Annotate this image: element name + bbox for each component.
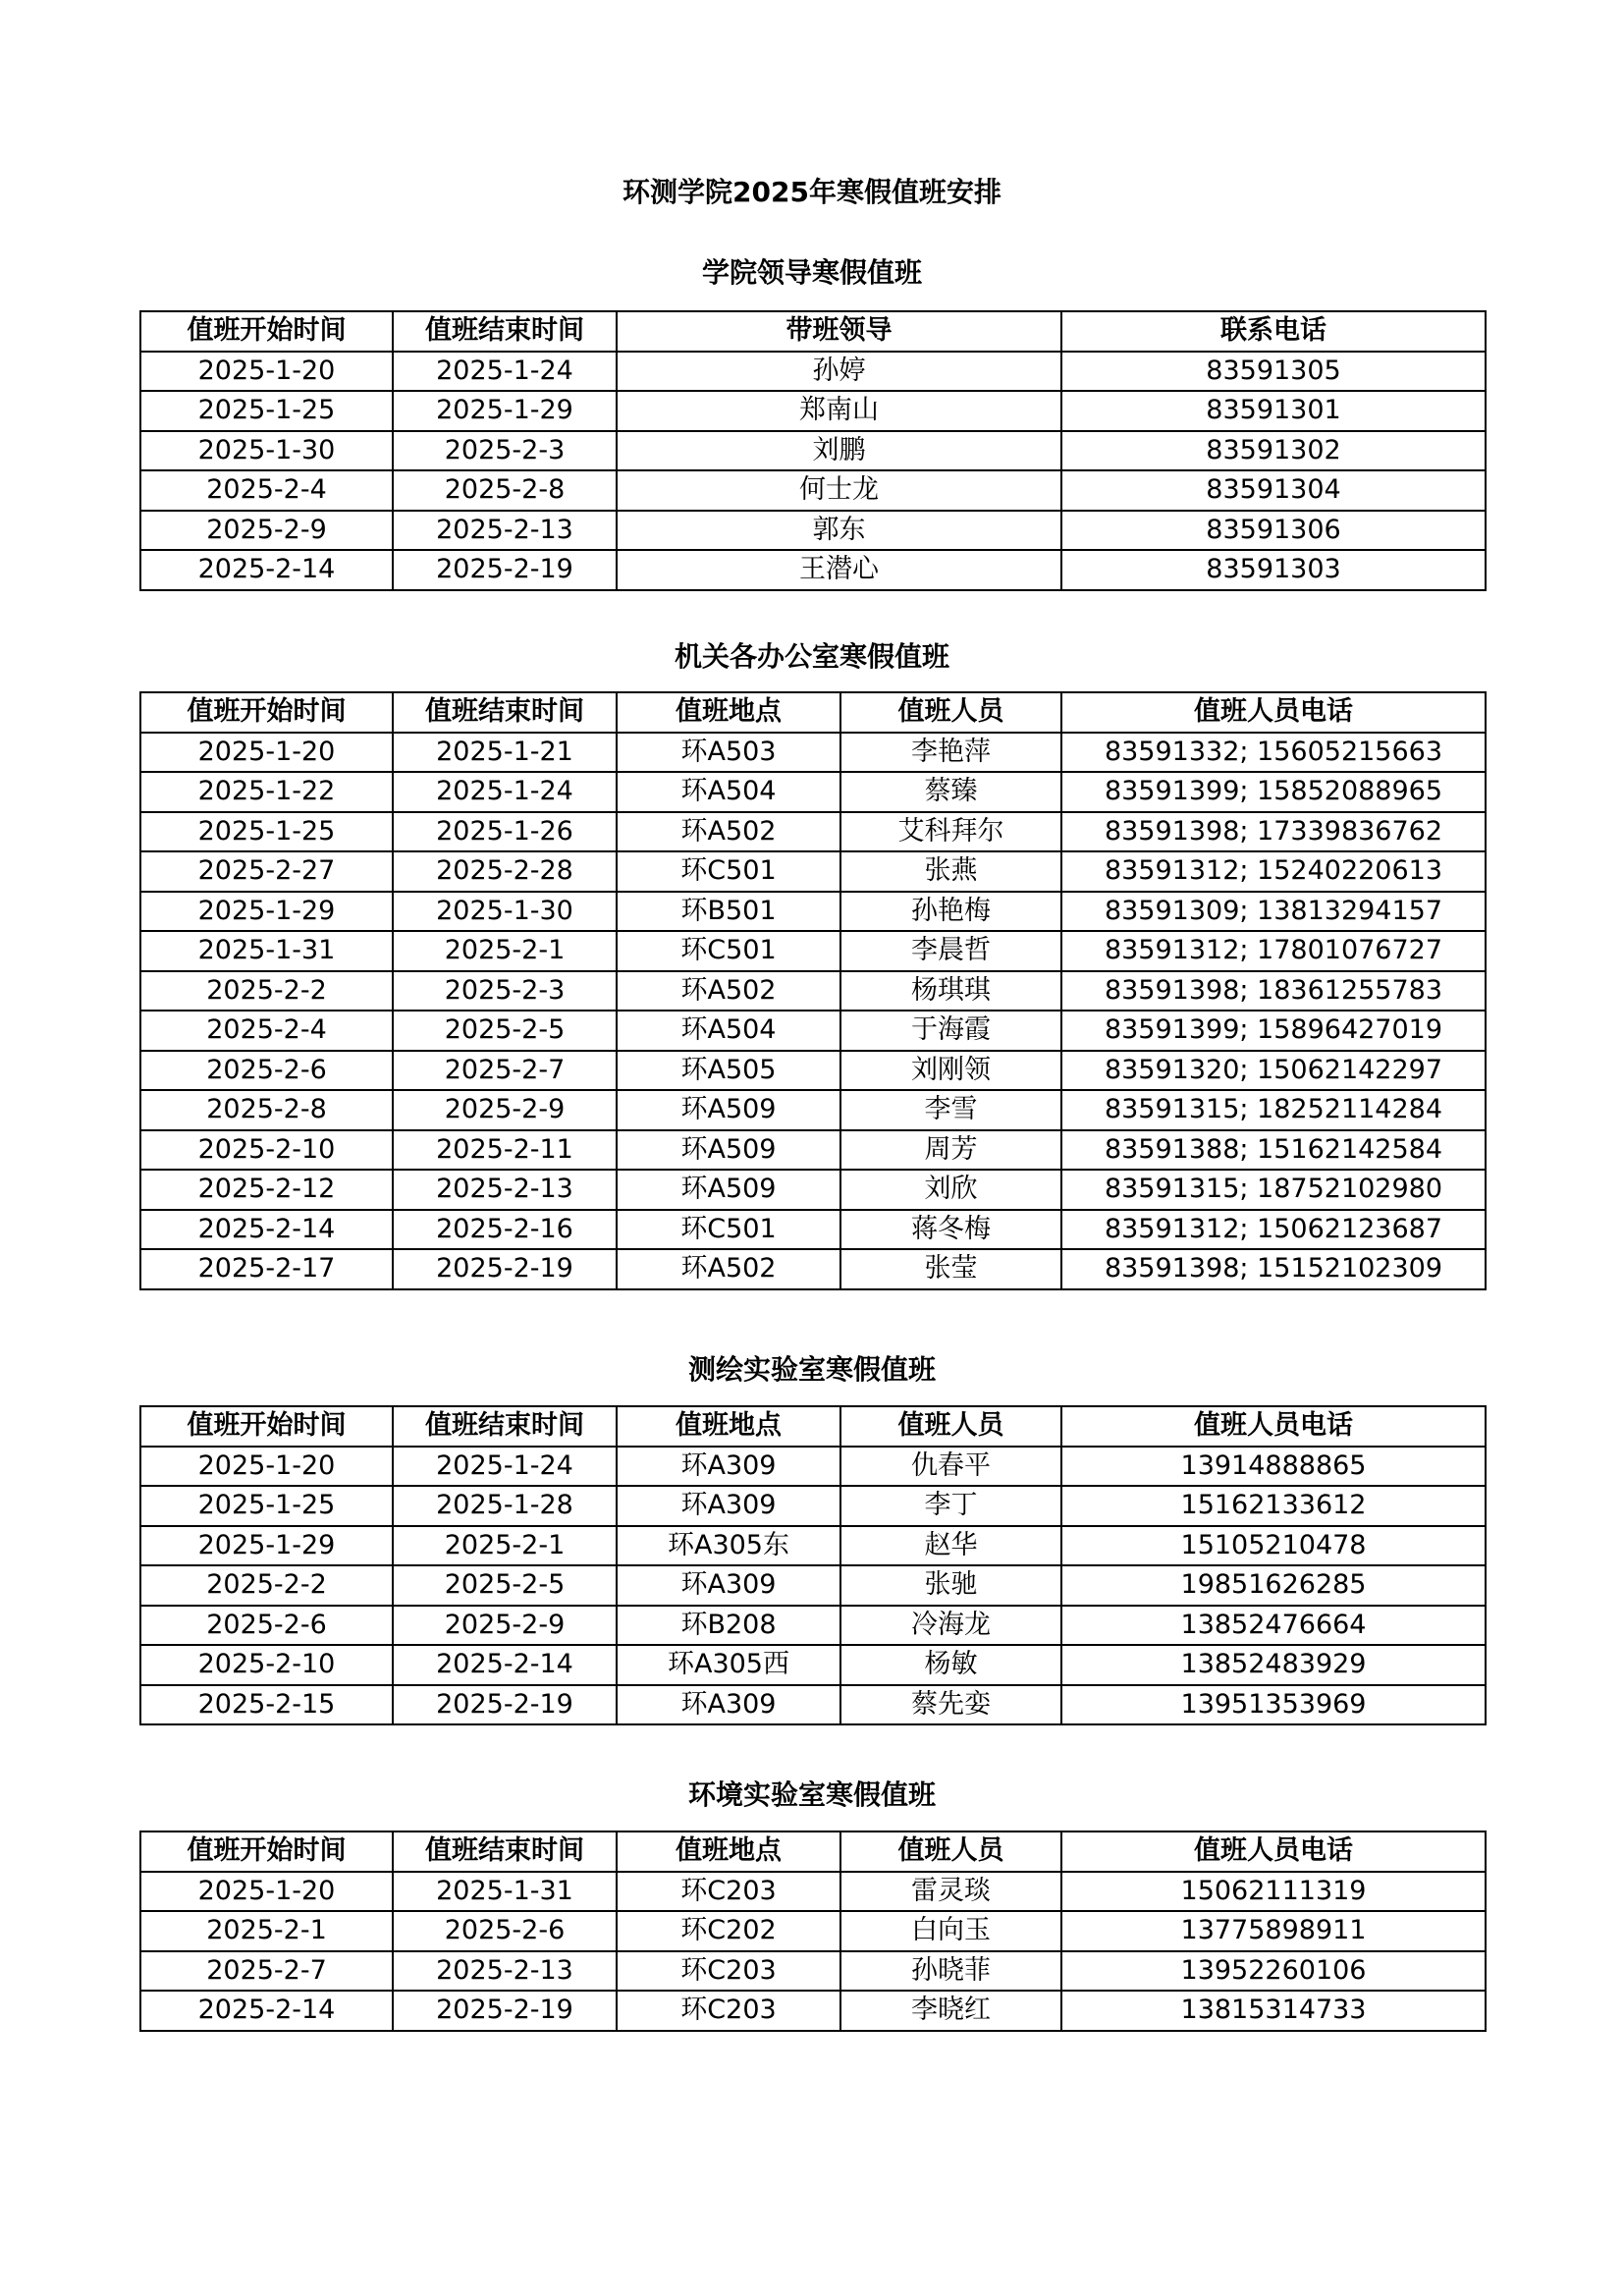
header-cell: 值班开始时间 [140, 1406, 393, 1447]
header-cell: 值班人员 [840, 1406, 1061, 1447]
table-row [140, 1486, 1486, 1526]
table-row [140, 1210, 1486, 1250]
table-cell: 郭东 [617, 511, 1061, 551]
table-cell: 2025-1-22 [140, 772, 393, 812]
table-row [140, 511, 1486, 551]
table-cell: 2025-2-8 [393, 470, 617, 511]
table-row [140, 1685, 1486, 1725]
table-row [140, 812, 1486, 852]
table-body [140, 352, 1486, 590]
table-cell: 2025-1-24 [393, 772, 617, 812]
table-cell: 环A503 [617, 733, 840, 773]
table-cell: 2025-2-3 [393, 431, 617, 471]
header-cell: 值班人员 [840, 1831, 1061, 1872]
table-body [140, 1447, 1486, 1725]
table-cell: 83591315; 18752102980 [1061, 1170, 1486, 1210]
section-title-survey-lab: 测绘实验室寒假值班 [687, 1353, 936, 1386]
table-cell: 雷灵琰 [840, 1872, 1061, 1912]
table-cell: 2025-2-10 [140, 1645, 393, 1685]
table-header-row [140, 692, 1486, 733]
table-cell: 83591315; 18252114284 [1061, 1090, 1486, 1130]
table-cell: 环B208 [617, 1606, 840, 1646]
table-cell: 2025-2-9 [393, 1090, 617, 1130]
table-cell: 2025-1-25 [140, 1486, 393, 1526]
table-cell: 李晓红 [840, 1991, 1061, 2031]
table-cell: 环A504 [617, 1011, 840, 1051]
table-cell: 2025-2-19 [393, 1685, 617, 1725]
table-cell: 蔡先娈 [840, 1685, 1061, 1725]
table-cell: 83591312; 15062123687 [1061, 1210, 1486, 1250]
table-cell: 2025-2-4 [140, 1011, 393, 1051]
table-cell: 张莹 [840, 1249, 1061, 1289]
table-cell: 2025-1-29 [140, 892, 393, 932]
table-cell: 环C501 [617, 851, 840, 892]
table-cell: 孙晓菲 [840, 1951, 1061, 1992]
table-cell: 2025-2-1 [393, 1526, 617, 1566]
table-cell: 蔡臻 [840, 772, 1061, 812]
document-title: 环测学院2025年寒假值班安排 [623, 176, 1001, 208]
table-cell: 83591303 [1061, 550, 1486, 590]
header-cell: 值班结束时间 [393, 1831, 617, 1872]
table-cell: 2025-2-2 [140, 971, 393, 1011]
table-cell: 环C203 [617, 1951, 840, 1992]
table-cell: 2025-2-19 [393, 1249, 617, 1289]
table-cell: 刘欣 [840, 1170, 1061, 1210]
table-cell: 2025-1-21 [393, 733, 617, 773]
table-row [140, 1911, 1486, 1951]
table-cell: 2025-2-6 [393, 1911, 617, 1951]
table-row [140, 1249, 1486, 1289]
table-cell: 2025-1-31 [393, 1872, 617, 1912]
table-cell: 白向玉 [840, 1911, 1061, 1951]
header-cell: 值班结束时间 [393, 1406, 617, 1447]
table-cell: 环A309 [617, 1447, 840, 1487]
table-cell: 周芳 [840, 1130, 1061, 1171]
header-cell: 值班结束时间 [393, 311, 617, 352]
table-cell: 张燕 [840, 851, 1061, 892]
header-cell: 带班领导 [617, 311, 1061, 352]
header-cell: 值班开始时间 [140, 311, 393, 352]
table-cell: 2025-1-24 [393, 352, 617, 392]
table-cell: 蒋冬梅 [840, 1210, 1061, 1250]
table-cell: 2025-2-1 [140, 1911, 393, 1951]
survey-lab-table [139, 1405, 1487, 1725]
table-cell: 环C202 [617, 1911, 840, 1951]
table-cell: 2025-2-13 [393, 511, 617, 551]
table-row [140, 1170, 1486, 1210]
table-cell: 2025-2-9 [393, 1606, 617, 1646]
table-row [140, 1872, 1486, 1912]
table-cell: 杨琪琪 [840, 971, 1061, 1011]
table-cell: 环A505 [617, 1051, 840, 1091]
env-lab-table [139, 1831, 1487, 2032]
table-cell: 2025-2-19 [393, 1991, 617, 2031]
table-cell: 2025-1-30 [140, 431, 393, 471]
header-cell: 值班结束时间 [393, 692, 617, 733]
table-cell: 环C203 [617, 1991, 840, 2031]
table-cell: 83591301 [1061, 391, 1486, 431]
table-cell: 刘鹏 [617, 431, 1061, 471]
header-cell: 值班人员 [840, 692, 1061, 733]
table-cell: 2025-2-3 [393, 971, 617, 1011]
table-cell: 2025-2-19 [393, 550, 617, 590]
header-cell: 联系电话 [1061, 311, 1486, 352]
table-cell: 13952260106 [1061, 1951, 1486, 1992]
table-cell: 环A509 [617, 1170, 840, 1210]
header-cell: 值班人员电话 [1061, 1406, 1486, 1447]
table-cell: 83591306 [1061, 511, 1486, 551]
table-body [140, 733, 1486, 1289]
table-row [140, 1011, 1486, 1051]
table-row [140, 470, 1486, 511]
header-cell: 值班地点 [617, 692, 840, 733]
header-cell: 值班人员电话 [1061, 692, 1486, 733]
table-cell: 2025-1-26 [393, 812, 617, 852]
table-cell: 15162133612 [1061, 1486, 1486, 1526]
table-cell: 环C203 [617, 1872, 840, 1912]
table-row [140, 1130, 1486, 1171]
table-cell: 83591399; 15896427019 [1061, 1011, 1486, 1051]
table-body [140, 1872, 1486, 2031]
table-cell: 83591398; 18361255783 [1061, 971, 1486, 1011]
table-cell: 2025-2-9 [140, 511, 393, 551]
table-cell: 83591388; 15162142584 [1061, 1130, 1486, 1171]
table-cell: 2025-1-24 [393, 1447, 617, 1487]
table-cell: 2025-2-14 [140, 1991, 393, 2031]
table-cell: 83591398; 17339836762 [1061, 812, 1486, 852]
table-cell: 2025-2-16 [393, 1210, 617, 1250]
table-cell: 2025-2-11 [393, 1130, 617, 1171]
table-row [140, 352, 1486, 392]
table-cell: 环A309 [617, 1486, 840, 1526]
section-title-offices: 机关各办公室寒假值班 [674, 640, 949, 673]
table-cell: 15062111319 [1061, 1872, 1486, 1912]
table-cell: 2025-2-2 [140, 1565, 393, 1606]
table-cell: 2025-1-29 [393, 391, 617, 431]
table-cell: 2025-1-20 [140, 1447, 393, 1487]
table-cell: 2025-2-14 [140, 550, 393, 590]
table-cell: 2025-2-27 [140, 851, 393, 892]
table-cell: 李丁 [840, 1486, 1061, 1526]
table-cell: 2025-2-13 [393, 1951, 617, 1992]
table-cell: 2025-2-6 [140, 1606, 393, 1646]
table-row [140, 1991, 1486, 2031]
table-cell: 于海霞 [840, 1011, 1061, 1051]
table-cell: 孙艳梅 [840, 892, 1061, 932]
table-cell: 李艳萍 [840, 733, 1061, 773]
table-row [140, 772, 1486, 812]
table-cell: 2025-2-12 [140, 1170, 393, 1210]
table-cell: 83591320; 15062142297 [1061, 1051, 1486, 1091]
leaders-table [139, 310, 1487, 591]
table-cell: 2025-2-13 [393, 1170, 617, 1210]
table-cell: 李雪 [840, 1090, 1061, 1130]
table-row [140, 971, 1486, 1011]
table-cell: 2025-2-7 [393, 1051, 617, 1091]
table-cell: 环C501 [617, 1210, 840, 1250]
table-row [140, 1645, 1486, 1685]
table-header-row [140, 1831, 1486, 1872]
table-cell: 刘刚领 [840, 1051, 1061, 1091]
table-row [140, 431, 1486, 471]
table-cell: 2025-1-20 [140, 1872, 393, 1912]
table-cell: 2025-2-8 [140, 1090, 393, 1130]
table-cell: 孙婷 [617, 352, 1061, 392]
table-cell: 冷海龙 [840, 1606, 1061, 1646]
table-cell: 13775898911 [1061, 1911, 1486, 1951]
table-cell: 2025-2-5 [393, 1011, 617, 1051]
table-cell: 环A309 [617, 1565, 840, 1606]
table-row [140, 1606, 1486, 1646]
table-row [140, 733, 1486, 773]
table-cell: 2025-2-28 [393, 851, 617, 892]
table-header-row [140, 1406, 1486, 1447]
table-row [140, 391, 1486, 431]
table-cell: 83591312; 15240220613 [1061, 851, 1486, 892]
table-cell: 环A502 [617, 812, 840, 852]
table-cell: 2025-1-25 [140, 812, 393, 852]
table-cell: 2025-2-5 [393, 1565, 617, 1606]
table-cell: 何士龙 [617, 470, 1061, 511]
table-cell: 2025-2-4 [140, 470, 393, 511]
table-cell: 环B501 [617, 892, 840, 932]
table-row [140, 1526, 1486, 1566]
table-cell: 2025-2-17 [140, 1249, 393, 1289]
table-cell: 郑南山 [617, 391, 1061, 431]
table-cell: 83591304 [1061, 470, 1486, 511]
table-cell: 2025-1-28 [393, 1486, 617, 1526]
table-row [140, 892, 1486, 932]
table-cell: 83591332; 15605215663 [1061, 733, 1486, 773]
table-cell: 83591305 [1061, 352, 1486, 392]
table-cell: 环C501 [617, 931, 840, 971]
table-cell: 环A509 [617, 1130, 840, 1171]
table-cell: 仇春平 [840, 1447, 1061, 1487]
table-header-row [140, 311, 1486, 352]
header-cell: 值班开始时间 [140, 1831, 393, 1872]
table-cell: 13815314733 [1061, 1991, 1486, 2031]
table-cell: 环A305东 [617, 1526, 840, 1566]
table-cell: 19851626285 [1061, 1565, 1486, 1606]
table-row [140, 1051, 1486, 1091]
table-row [140, 1447, 1486, 1487]
table-cell: 李晨哲 [840, 931, 1061, 971]
table-cell: 83591399; 15852088965 [1061, 772, 1486, 812]
table-row [140, 550, 1486, 590]
header-cell: 值班开始时间 [140, 692, 393, 733]
table-cell: 杨敏 [840, 1645, 1061, 1685]
table-cell: 赵华 [840, 1526, 1061, 1566]
table-cell: 83591302 [1061, 431, 1486, 471]
table-row [140, 1951, 1486, 1992]
table-cell: 2025-2-14 [140, 1210, 393, 1250]
header-cell: 值班人员电话 [1061, 1831, 1486, 1872]
table-row [140, 931, 1486, 971]
table-cell: 2025-2-10 [140, 1130, 393, 1171]
table-row [140, 851, 1486, 892]
table-cell: 15105210478 [1061, 1526, 1486, 1566]
section-title-leaders: 学院领导寒假值班 [701, 256, 922, 289]
table-cell: 13951353969 [1061, 1685, 1486, 1725]
table-cell: 王潜心 [617, 550, 1061, 590]
table-cell: 环A305西 [617, 1645, 840, 1685]
table-cell: 83591398; 15152102309 [1061, 1249, 1486, 1289]
table-cell: 2025-2-14 [393, 1645, 617, 1685]
table-cell: 环A309 [617, 1685, 840, 1725]
table-cell: 环A504 [617, 772, 840, 812]
table-cell: 2025-2-15 [140, 1685, 393, 1725]
table-cell: 13914888865 [1061, 1447, 1486, 1487]
table-cell: 2025-1-20 [140, 733, 393, 773]
table-cell: 环A509 [617, 1090, 840, 1130]
table-cell: 2025-1-30 [393, 892, 617, 932]
table-cell: 2025-2-1 [393, 931, 617, 971]
table-cell: 张驰 [840, 1565, 1061, 1606]
table-cell: 2025-1-31 [140, 931, 393, 971]
table-cell: 艾科拜尔 [840, 812, 1061, 852]
table-cell: 2025-2-6 [140, 1051, 393, 1091]
header-cell: 值班地点 [617, 1406, 840, 1447]
table-row [140, 1090, 1486, 1130]
offices-table [139, 691, 1487, 1290]
table-cell: 13852483929 [1061, 1645, 1486, 1685]
table-cell: 13852476664 [1061, 1606, 1486, 1646]
header-cell: 值班地点 [617, 1831, 840, 1872]
section-title-env-lab: 环境实验室寒假值班 [687, 1778, 936, 1811]
table-cell: 83591309; 13813294157 [1061, 892, 1486, 932]
table-cell: 2025-1-25 [140, 391, 393, 431]
table-cell: 2025-2-7 [140, 1951, 393, 1992]
table-cell: 环A502 [617, 971, 840, 1011]
table-cell: 2025-1-29 [140, 1526, 393, 1566]
table-cell: 环A502 [617, 1249, 840, 1289]
table-cell: 2025-1-20 [140, 352, 393, 392]
table-row [140, 1565, 1486, 1606]
table-cell: 83591312; 17801076727 [1061, 931, 1486, 971]
